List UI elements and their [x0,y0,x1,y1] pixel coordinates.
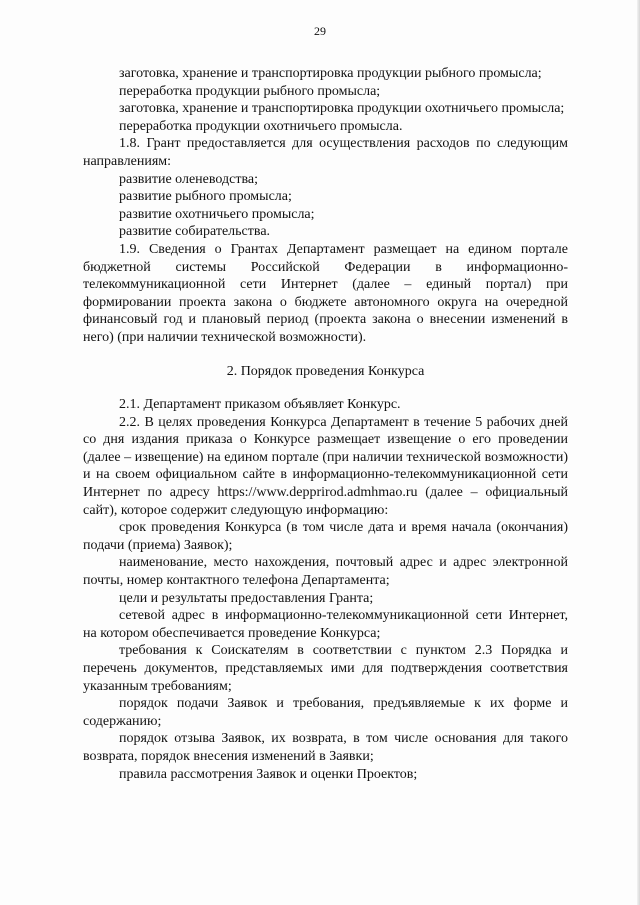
list-item: наименование, место нахождения, почтовый адрес и адрес электронной почты, номер контактного телефона Департамента; [83,555,568,589]
list-item: порядок отзыва Заявок, их возврата, в том числе основания для такого возврата, порядок внесения изменений в Заявки; [83,731,568,764]
list-item: порядок подачи Заявок и требования, предъявляемые к их форме и содержанию; [83,696,568,729]
list-item: развитие охотничьего промысла; [119,206,315,222]
paragraph-1-8: 1.8. Грант предоставляется для осуществления расходов по следующим направлениям: [83,136,568,169]
list-item: развитие собирательства. [119,224,271,240]
paragraph-2-1: 2.1. Департамент приказом объявляет Конкурс. [119,397,401,413]
list-item: развитие рыбного промысла; [119,189,292,205]
section-heading: 2. Порядок проведения Конкурса [226,363,425,379]
paragraph: переработка продукции охотничьего промысла. [119,118,403,134]
list-item: правила рассмотрения Заявок и оценки Проектов; [119,766,418,782]
paragraph-1-9: 1.9. Сведения о Грантах Департамент размещает на едином портале бюджетной системы Российской Федерации в информационно-телекоммуникационной сети Интернет (далее – единый портал) при формировании проекта закона о бюджете автономного округа на очередной финансовый год и плановый период (проекта закона о внесении изменений в него) (при наличии технической возможности). [83,241,568,345]
document-body [83,65,568,783]
page-number: 29 [314,24,326,38]
paragraph: переработка продукции рыбного промысла; [119,83,381,99]
list-item: развитие оленеводства; [119,171,258,187]
list-item: требования к Соискателям в соответствии с пунктом 2.3 Порядка и перечень документов, представляемых ими для подтверждения соответствия указанным требованиям; [83,643,568,694]
paragraph: заготовка, хранение и транспортировка продукции охотничьего промысла; [119,101,565,117]
list-item: цели и результаты предоставления Гранта; [119,590,374,606]
paragraph: заготовка, хранение и транспортировка продукции рыбного промысла; [119,66,542,81]
paragraph-2-2: 2.2. В целях проведения Конкурса Департамент в течение 5 рабочих дней со дня издания приказа о Конкурсе размещает извещение о его проведении (далее – извещение) на едином портале (при наличии технической возможности) и на своем официальном сайте в информационно-телекоммуникационной сети Интернет по адресу https://www.depprirod.admhmao.ru (далее – официальный сайт), которое содержит следующую информацию: [83,414,568,518]
list-item: срок проведения Конкурса (в том числе дата и время начала (окончания) подачи (приема) Заявок); [83,520,568,553]
list-item: сетевой адрес в информационно-телекоммуникационной сети Интернет, на котором обеспечивается проведение Конкурса; [83,608,568,641]
